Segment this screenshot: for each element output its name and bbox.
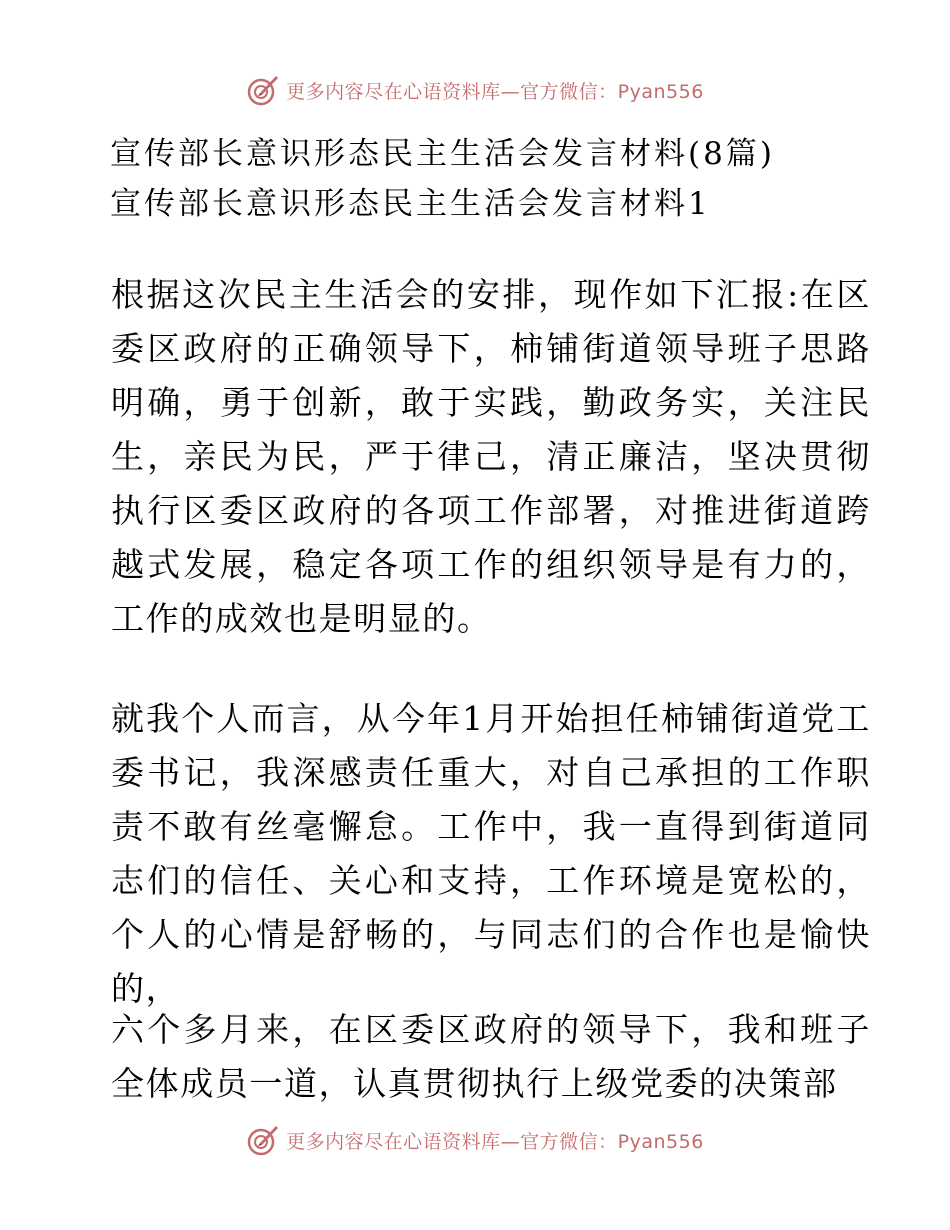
footer-watermark-text: 更多内容尽在心语资料库—官方微信：Pyan556 [286,1130,704,1153]
quill-seal-icon [246,1123,280,1157]
quill-seal-icon [246,73,280,107]
body-paragraph-2: 就我个人而言，从今年1月开始担任柿铺街道党工委书记，我深感责任重大，对自己承担的工作职责不敢有丝毫懈怠。工作中，我一直得到街道同志们的信任、关心和支持，工作环境是宽松的，个人的心情是舒畅的，与同志们的合作也是愉快的， [111,699,871,1008]
header-watermark-banner [0,70,950,110]
document-subtitle: 宣传部长意识形态民主生活会发言材料1 [110,186,711,222]
header-watermark-text: 更多内容尽在心语资料库—官方微信：Pyan556 [286,80,704,103]
footer-watermark-banner [0,1120,950,1160]
document-title: 宣传部长意识形态民主生活会发言材料(8篇) [110,136,775,172]
body-paragraph-3: 六个多月来，在区委区政府的领导下，我和班子全体成员一道，认真贯彻执行上级党委的决策部 [111,1010,871,1103]
body-paragraph-1: 根据这次民主生活会的安排，现作如下汇报:在区委区政府的正确领导下，柿铺街道领导班子思路明确，勇于创新，敢于实践，勤政务实，关注民生，亲民为民，严于律己，清正廉洁，坚决贯彻执行区委区政府的各项工作部署，对推进街道跨越式发展，稳定各项工作的组织领导是有力的，工作的成效也是明显的。 [111,275,871,638]
